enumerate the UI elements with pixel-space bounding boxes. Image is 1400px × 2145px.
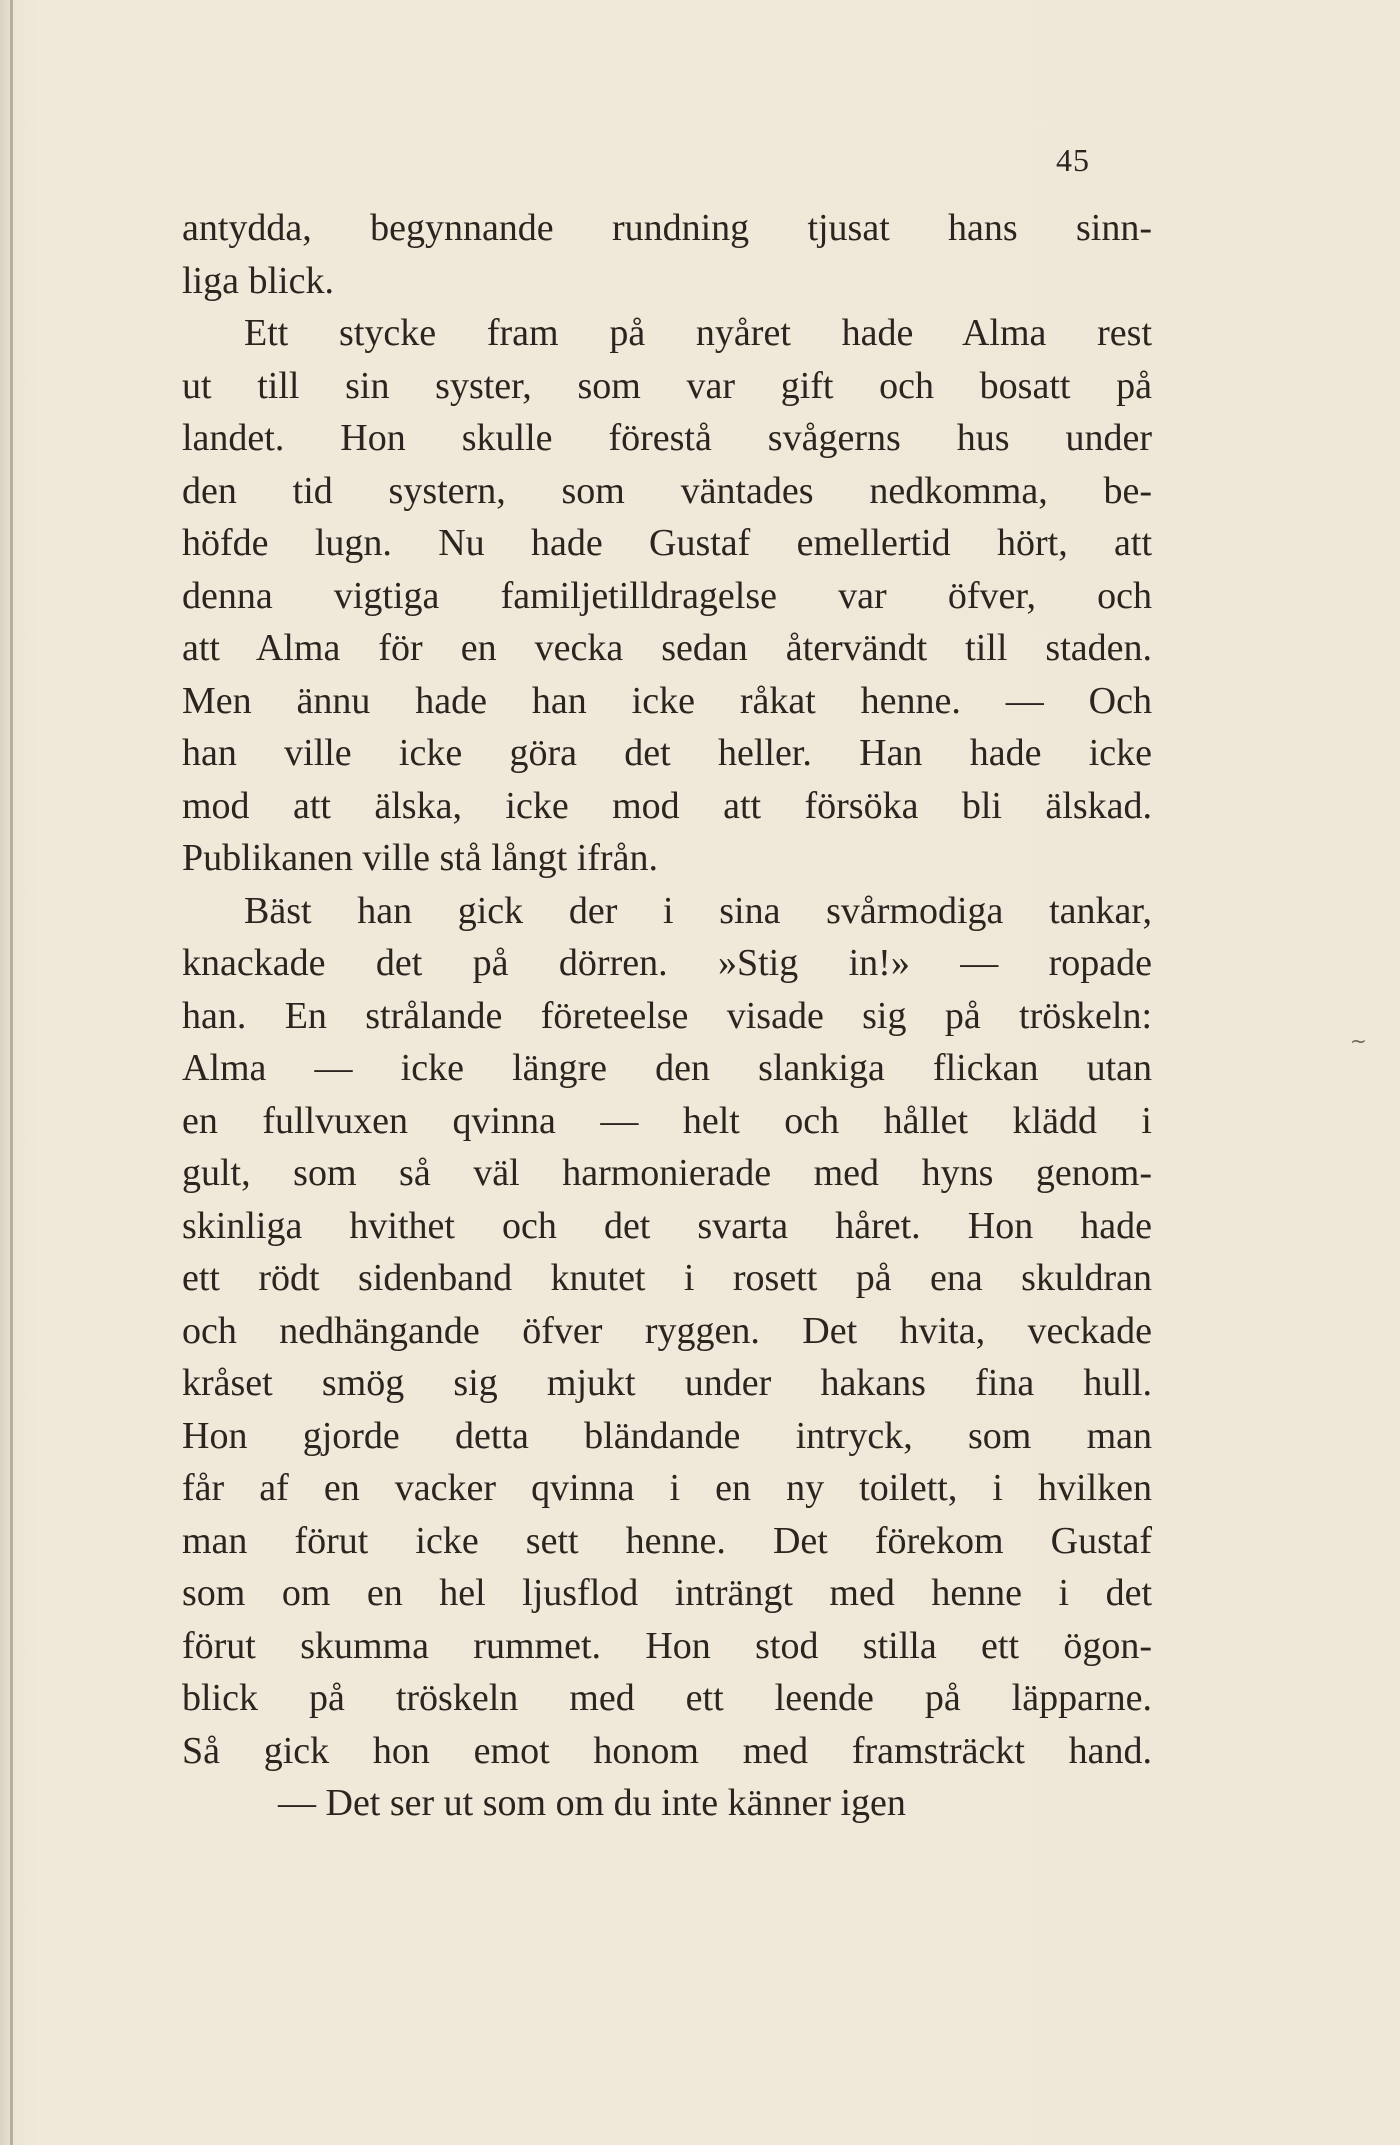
text-line: landet. Hon skulle förestå svågerns hus under (182, 417, 1152, 459)
text-line: denna vigtiga familjetilldragelse var öfver, och (182, 574, 1152, 617)
text-line: den tid systern, som väntades nedkomma, be- (182, 469, 1152, 512)
text-line: höfde lugn. Nu hade Gustaf emellertid hört, att (182, 522, 1152, 564)
text-line: Bäst han gick der i sina svårmodiga tankar, (244, 889, 1152, 932)
text-line: Publikanen ville stå långt ifrån. (182, 837, 658, 879)
text-line: liga blick. (182, 259, 334, 302)
text-line: förut skumma rummet. Hon stod stilla ett ögon- (182, 1624, 1152, 1667)
text-line: blick på tröskeln med ett leende på läpparne. (182, 1677, 1152, 1719)
text-line: Hon gjorde detta bländande intryck, som man (182, 1414, 1152, 1457)
body-text (182, 202, 1152, 1830)
text-line: knackade det på dörren. »Stig in!» — ropade (182, 942, 1152, 984)
text-line: — Det ser ut som om du inte känner igen (278, 1782, 906, 1824)
text-line: antydda, begynnande rundning tjusat hans sinn- (182, 207, 1152, 249)
text-line: och nedhängande öfver ryggen. Det hvita, veckade (182, 1309, 1152, 1352)
text-line: Så gick hon emot honom med framsträckt hand. (182, 1729, 1152, 1772)
text-line: mod att älska, icke mod att försöka bli älskad. (182, 784, 1152, 827)
margin-mark: ~ (1350, 1029, 1367, 1053)
text-line: en fullvuxen qvinna — helt och hållet klädd i (182, 1099, 1152, 1142)
text-line: ett rödt sidenband knutet i rosett på ena skuldran (182, 1257, 1152, 1299)
text-line: Alma — icke längre den slankiga flickan utan (182, 1047, 1152, 1089)
text-line: ut till sin syster, som var gift och bosatt på (182, 364, 1152, 407)
text-line: han ville icke göra det heller. Han hade icke (182, 732, 1152, 774)
text-line: att Alma för en vecka sedan återvändt till staden. (182, 627, 1152, 669)
text-line: kråset smög sig mjukt under hakans fina hull. (182, 1362, 1152, 1404)
text-line: får af en vacker qvinna i en ny toilett, i hvilken (182, 1467, 1152, 1509)
text-line: skinliga hvithet och det svarta håret. Hon hade (182, 1204, 1152, 1247)
text-line: Ett stycke fram på nyåret hade Alma rest (244, 312, 1152, 354)
binding-gutter (10, 0, 13, 2145)
page-number: 45 (1056, 142, 1090, 178)
text-line: Men ännu hade han icke råkat henne. — Och (182, 679, 1152, 722)
text-line: man förut icke sett henne. Det förekom Gustaf (182, 1519, 1152, 1562)
text-line: som om en hel ljusflod inträngt med henne i det (182, 1572, 1152, 1614)
text-line: gult, som så väl harmonierade med hyns genom- (182, 1152, 1152, 1194)
text-line: han. En strålande företeelse visade sig på tröskeln: (182, 994, 1152, 1037)
